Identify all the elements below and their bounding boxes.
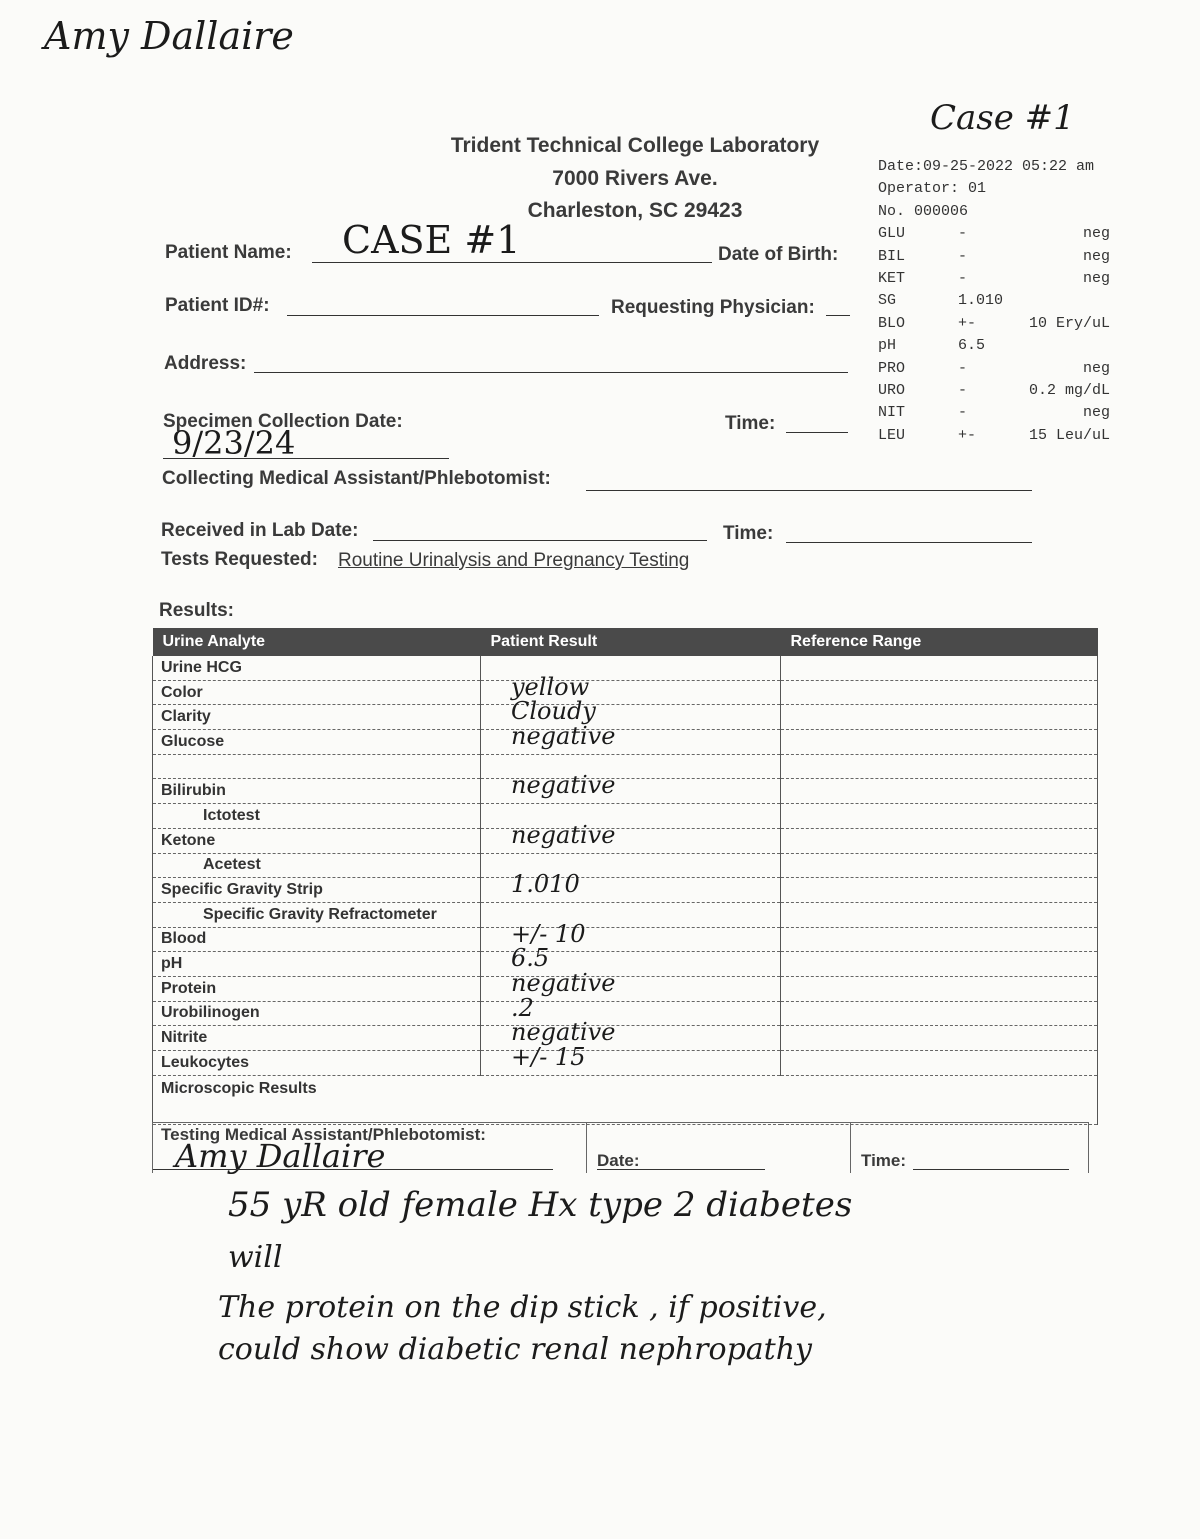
table-row (153, 828, 1098, 853)
result-value: negative (511, 722, 616, 751)
analyzer-row (878, 380, 1118, 402)
collector-label: Collecting Medical Assistant/Phlebotomist: (162, 468, 551, 489)
analyzer-flag: 6.5 (958, 337, 986, 355)
result-value: Cloudy (511, 697, 596, 726)
received-time-label: Time: (723, 523, 774, 544)
top-signature: Amy Dallaire (44, 14, 294, 58)
analyzer-value: neg (1082, 247, 1110, 265)
result-value: +/- 10 (511, 919, 586, 948)
analyte-cell: pH (153, 952, 481, 977)
analyzer-date: Date:09-25-2022 05:22 am (878, 158, 1095, 175)
result-cell (481, 870, 781, 903)
results-table (152, 628, 1098, 1125)
analyte-cell: Nitrite (153, 1026, 481, 1051)
table-row (153, 952, 1098, 977)
analyzer-value: 10 Ery/uL (1028, 314, 1110, 332)
footer-time-label: Time: (861, 1151, 907, 1170)
analyzer-flag: - (958, 269, 968, 287)
patient-name-value: CASE #1 (342, 218, 521, 262)
analyzer-flag: - (958, 225, 968, 243)
analyte-cell: Protein (153, 976, 481, 1001)
reference-cell (781, 656, 1098, 680)
table-row (153, 779, 1098, 804)
result-value: .2 (511, 993, 534, 1022)
analyzer-row (878, 313, 1118, 335)
analyte-cell: Urobilinogen (153, 1001, 481, 1026)
reference-cell (781, 754, 1098, 779)
physician-label: Requesting Physician: (611, 297, 815, 318)
reference-cell (781, 1051, 1098, 1076)
analyzer-row (878, 425, 1118, 447)
note-line-1: 55 yR old female Hx type 2 diabetes (228, 1185, 853, 1225)
analyzer-flag: - (958, 247, 968, 265)
table-row (153, 878, 1098, 903)
note-line-3: The protein on the dip stick , if positive, (218, 1290, 827, 1325)
reference-cell (781, 680, 1098, 705)
analyzer-flag: +- (958, 426, 977, 444)
received-label: Received in Lab Date: (161, 520, 359, 541)
analyte-cell: Leukocytes (153, 1051, 481, 1076)
analyzer-value: 0.2 mg/dL (1028, 381, 1110, 399)
analyte-cell (153, 754, 481, 779)
result-value: 6.5 (511, 944, 550, 973)
analyzer-flag: - (958, 381, 968, 399)
analyte-cell: Bilirubin (153, 779, 481, 804)
testing-section (152, 1122, 1089, 1173)
analyte-cell: Color (153, 680, 481, 705)
reference-cell (781, 1026, 1098, 1051)
result-cell (481, 1043, 781, 1076)
reference-cell (781, 828, 1098, 853)
analyzer-row (878, 335, 1118, 357)
analyte-cell: Blood (153, 927, 481, 952)
reference-cell (781, 779, 1098, 804)
analyzer-row (878, 223, 1118, 245)
analyzer-code: GLU (878, 225, 906, 243)
analyzer-code: URO (878, 381, 906, 399)
analyzer-code: KET (878, 269, 906, 287)
table-row (153, 853, 1098, 878)
table-row (153, 902, 1098, 927)
reference-cell (781, 952, 1098, 977)
results-label: Results: (159, 600, 234, 621)
reference-cell (781, 705, 1098, 730)
analyzer-value: neg (1082, 404, 1110, 422)
reference-cell (781, 730, 1098, 755)
reference-cell (781, 853, 1098, 878)
analyte-cell: Specific Gravity Refractometer (153, 902, 481, 927)
result-value: negative (511, 820, 616, 849)
table-row (153, 804, 1098, 829)
analyzer-flag: - (958, 404, 968, 422)
result-cell (481, 771, 781, 804)
result-value: negative (511, 771, 616, 800)
analyte-cell: Urine HCG (153, 656, 481, 680)
analyzer-code: PRO (878, 359, 906, 377)
analyzer-row (878, 358, 1118, 380)
analyzer-value: 15 Leu/uL (1028, 426, 1110, 444)
analyte-cell: Glucose (153, 730, 481, 755)
reference-cell (781, 878, 1098, 903)
analyte-cell: Ictotest (153, 804, 481, 829)
analyzer-row (878, 402, 1118, 424)
analyzer-flag: 1.010 (958, 292, 1004, 310)
dob-label: Date of Birth: (718, 244, 839, 265)
analyzer-number: No. 000006 (878, 202, 969, 220)
analyzer-row (878, 246, 1118, 268)
table-row (153, 730, 1098, 755)
patient-name-label: Patient Name: (165, 242, 292, 263)
analyzer-code: BLO (878, 314, 906, 332)
result-value: +/- 15 (511, 1043, 586, 1071)
analyzer-row (878, 290, 1118, 312)
analyte-cell: Acetest (153, 853, 481, 878)
analyzer-flag: - (958, 359, 968, 377)
analyzer-operator: Operator: 01 (878, 180, 987, 198)
header-analyte: Urine Analyte (153, 628, 481, 656)
case-mark: Case #1 (930, 98, 1075, 138)
patient-id-label: Patient ID#: (165, 295, 270, 316)
analyte-cell: Ketone (153, 828, 481, 853)
analyzer-flag: +- (958, 314, 977, 332)
tests-value: Routine Urinalysis and Pregnancy Testing (338, 550, 690, 571)
analyzer-code: NIT (878, 404, 906, 422)
header-reference: Reference Range (781, 628, 1098, 656)
reference-cell (781, 1001, 1098, 1026)
result-cell (481, 820, 781, 853)
testing-signature: Amy Dallaire (175, 1137, 386, 1175)
analyte-cell: Specific Gravity Strip (153, 878, 481, 903)
lab-street: 7000 Rivers Ave. (552, 167, 718, 190)
tests-label: Tests Requested: (161, 549, 318, 570)
table-row (153, 754, 1098, 779)
table-row (153, 1051, 1098, 1076)
testing-label: Testing Medical Assistant/Phlebotomist: (161, 1125, 486, 1144)
note-line-4: could show diabetic renal nephropathy (218, 1332, 812, 1367)
table-row (153, 927, 1098, 952)
analyzer-code: SG (878, 292, 897, 310)
collection-date-label: Specimen Collection Date: (163, 411, 403, 432)
table-header-row (153, 628, 1098, 656)
header-result: Patient Result (481, 628, 781, 656)
collection-time-label: Time: (725, 413, 776, 434)
analyte-cell: Clarity (153, 705, 481, 730)
analyzer-code: LEU (878, 426, 906, 444)
collection-date-value: 9/23/24 (172, 424, 296, 462)
table-row (153, 976, 1098, 1001)
table-row (153, 1001, 1098, 1026)
result-cell (481, 722, 781, 755)
address-label: Address: (164, 353, 247, 374)
table-row (153, 656, 1098, 680)
table-row (153, 1026, 1098, 1051)
result-value: negative (511, 1018, 616, 1047)
microscopic-label: Microscopic Results (153, 1075, 1098, 1124)
reference-cell (781, 804, 1098, 829)
analyzer-row (878, 268, 1118, 290)
result-value: negative (511, 968, 616, 997)
footer-date-label: Date: (597, 1151, 640, 1170)
analyzer-value: neg (1082, 225, 1110, 243)
analyzer-printout (878, 156, 1118, 447)
table-row (153, 680, 1098, 705)
analyzer-code: pH (878, 337, 897, 355)
reference-cell (781, 927, 1098, 952)
lab-city: Charleston, SC 29423 (527, 199, 743, 222)
result-value: yellow (511, 672, 590, 701)
result-value: 1.010 (511, 870, 580, 899)
reference-cell (781, 976, 1098, 1001)
note-line-2: will (228, 1240, 283, 1275)
analyzer-value: neg (1082, 269, 1110, 287)
lab-name: Trident Technical College Laboratory (450, 134, 820, 157)
analyzer-value: neg (1082, 359, 1110, 377)
microscopic-row (153, 1075, 1098, 1124)
reference-cell (781, 902, 1098, 927)
analyzer-code: BIL (878, 247, 906, 265)
table-row (153, 705, 1098, 730)
